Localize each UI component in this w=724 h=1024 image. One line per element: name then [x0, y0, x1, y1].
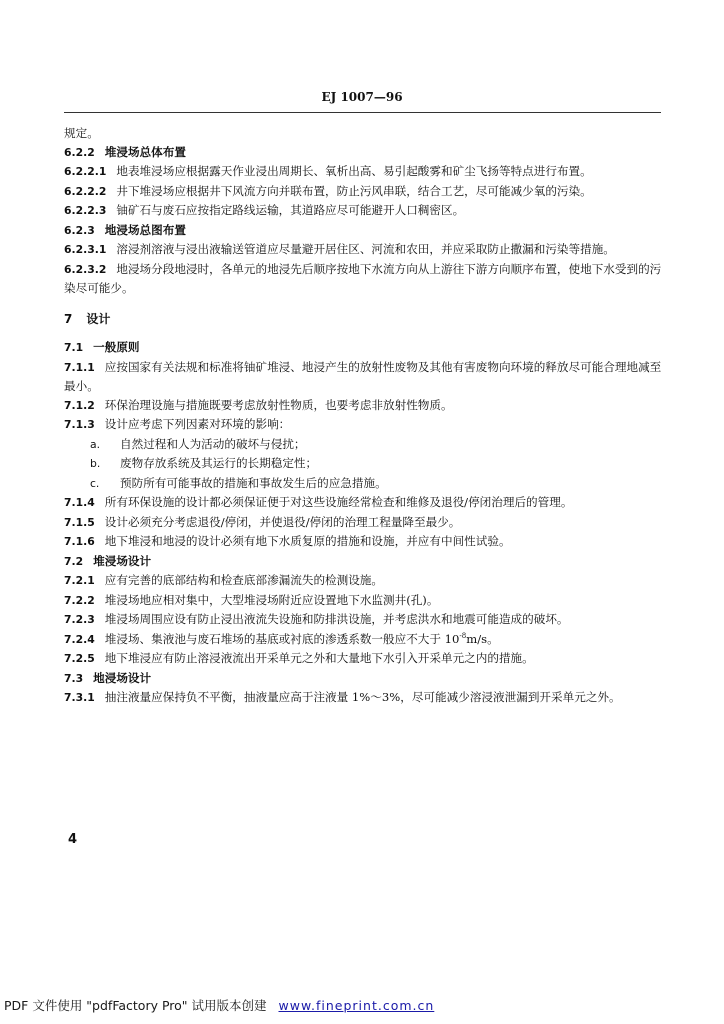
- list-item: b. 废物存放系统及其运行的长期稳定性；: [90, 456, 318, 470]
- paragraph: 规定。: [64, 126, 99, 140]
- clause: 6.2.3.2 地浸场分段地浸时，各单元的地浸先后顺序按地下水流方向从上游往下游方向顺序布置，使地下水受到的污染尽可能少。: [64, 261, 662, 295]
- footer-text: PDF 文件使用 "pdfFactory Pro" 试用版本创建: [4, 998, 267, 1013]
- clause: 7.2.4 堆浸场、集液池与废石堆场的基底或衬底的渗透系数一般应不大于 $10^{-8}m/s$。: [64, 631, 499, 646]
- clause: 7.1.4 所有环保设施的设计都必须保证便于对这些设施经常检查和维修及退役/停闭治理后的管理。: [64, 495, 573, 509]
- clause: 7.2.3 堆浸场周围应设有防止浸出液流失设施和防排洪设施，并考虑洪水和地震可能造成的破坏。: [64, 612, 569, 626]
- section-heading: 7.3 地浸场设计: [64, 670, 152, 685]
- clause: 7.1.6 地下堆浸和地浸的设计必须有地下水质复原的措施和设施，并应有中间性试验。: [64, 534, 511, 548]
- clause: 6.2.3.1 溶浸剂溶液与浸出液输送管道应尽量避开居住区、河流和农田，并应采取防止撒漏和污染等措施。: [64, 242, 615, 256]
- header-rule: [64, 112, 661, 113]
- exponent: -8: [459, 631, 467, 640]
- document-body: [64, 124, 662, 708]
- clause: 7.1.5 设计必须充分考虑退役/停闭，并使退役/停闭的治理工程量降至最少。: [64, 514, 461, 529]
- clause: 7.1.3 设计应考虑下列因素对环境的影响：: [64, 417, 291, 431]
- footer-link[interactable]: www.fineprint.com.cn: [278, 998, 435, 1013]
- section-heading: 7.2 堆浸场设计: [64, 553, 152, 568]
- list-item: c. 预防所有可能事故的措施和事故发生后的应急措施。: [90, 475, 387, 490]
- chapter-heading: 7 设计: [64, 311, 111, 326]
- clause: 6.2.2.3 铀矿石与废石应按指定路线运输，其道路应尽可能避开人口稠密区。: [64, 203, 465, 217]
- section-heading: 6.2.2 堆浸场总体布置: [64, 144, 186, 159]
- clause: 6.2.2.1 地表堆浸场应根据露天作业浸出周期长、氧析出高、易引起酸雾和矿尘飞扬等特点进行布置。: [64, 164, 592, 178]
- clause: 6.2.2.2 井下堆浸场应根据井下风流方向并联布置，防止污风串联，结合工艺，尽可能减少氧的污染。: [64, 183, 592, 198]
- clause: 7.2.5 地下堆浸应有防止溶浸液流出开采单元之外和大量地下水引入开采单元之内的措施。: [64, 651, 534, 665]
- section-heading: 6.2.3 地浸场总图布置: [64, 222, 186, 237]
- list-item: a. 自然过程和人为活动的破坏与侵扰；: [90, 436, 306, 451]
- clause: 7.2.2 堆浸场地应相对集中，大型堆浸场附近应设置地下水监测井(孔)。: [64, 592, 439, 607]
- clause: 7.3.1 抽注液量应保持负不平衡，抽液量应高于注液量 1%～3%，尽可能减少溶浸液泄漏到开采单元之外。: [64, 690, 621, 704]
- clause: 7.1.2 环保治理设施与措施既要考虑放射性物质，也要考虑非放射性物质。: [64, 397, 453, 412]
- page-header: EJ 1007—96: [321, 90, 403, 104]
- clause: 7.1.1 应按国家有关法规和标准将铀矿堆浸、地浸产生的放射性废物及其他有害废物向环境的释放尽可能合理地减至最小。: [64, 359, 662, 393]
- page-number: 4: [68, 832, 78, 847]
- clause: 7.2.1 应有完善的底部结构和检查底部渗漏流失的检测设施。: [64, 573, 384, 587]
- section-heading: 7.1 一般原则: [64, 340, 140, 354]
- pdf-footer: [4, 996, 720, 1014]
